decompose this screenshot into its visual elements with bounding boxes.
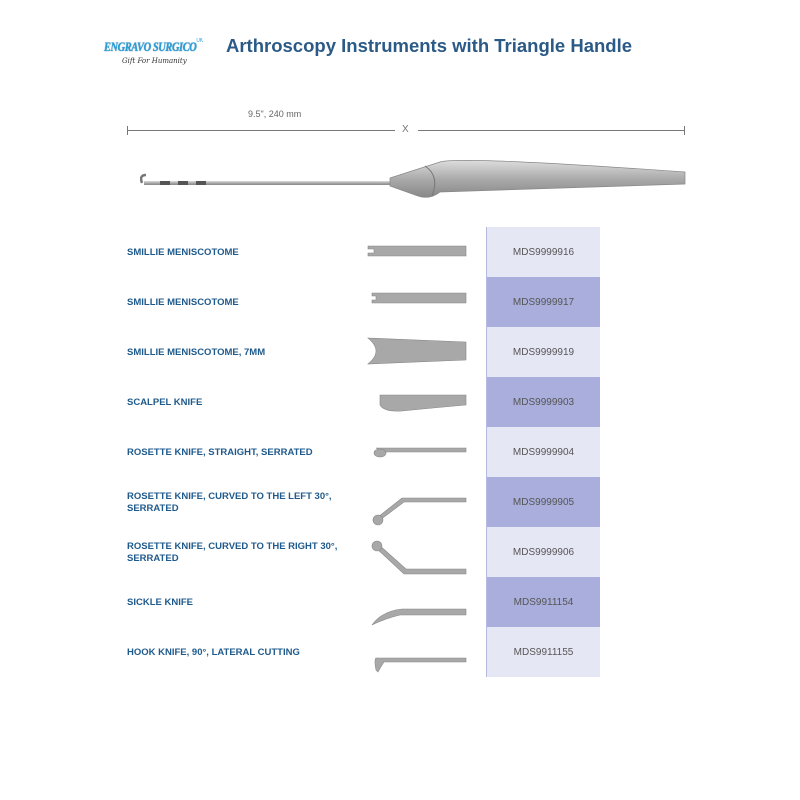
instrument-name: SICKLE KNIFE — [127, 597, 193, 608]
instrument-name: ROSETTE KNIFE, STRAIGHT, SERRATED — [127, 447, 313, 458]
product-code: MDS9911154 — [487, 577, 600, 627]
page-title: Arthroscopy Instruments with Triangle Handle — [226, 35, 633, 56]
dimension-tick-right — [684, 126, 685, 135]
scalpel-tip — [380, 395, 466, 411]
product-code: MDS9999903 — [487, 377, 600, 427]
product-code: MDS9999904 — [487, 427, 600, 477]
smillie-7mm-tip — [368, 338, 466, 364]
instrument-name: HOOK KNIFE, 90°, LATERAL CUTTING — [127, 647, 300, 658]
dimension-marker: X — [402, 124, 409, 135]
rosette-right-head — [372, 541, 382, 551]
product-code: MDS9999906 — [487, 527, 600, 577]
product-code: MDS9999919 — [487, 327, 600, 377]
instrument-name: SMILLIE MENISCOTOME, 7MM — [127, 347, 266, 358]
product-code: MDS9999905 — [487, 477, 600, 527]
rosette-left-shaft — [378, 498, 466, 520]
rosette-straight-head — [374, 449, 386, 457]
logo-tm: UK — [196, 38, 204, 44]
instrument-illustration — [140, 150, 690, 205]
instrument-name: ROSETTE KNIFE, CURVED TO THE LEFT 30°, SERRATED — [127, 491, 332, 514]
logo-name: ENGRAVO SURGICO — [104, 39, 197, 54]
dimension-label: 9.5", 240 mm — [248, 109, 302, 119]
instrument-name: ROSETTE KNIFE, CURVED TO THE RIGHT 30°, SERRATED — [127, 541, 338, 564]
product-code: MDS9999916 — [487, 227, 600, 277]
smillie-tip-2 — [372, 293, 466, 303]
instrument-name: SMILLIE MENISCOTOME — [127, 247, 239, 258]
hook-tip — [375, 658, 466, 672]
instrument-tips — [362, 240, 472, 680]
rosette-straight-shaft — [376, 448, 466, 452]
sickle-tip — [372, 609, 466, 625]
product-code: MDS9999917 — [487, 277, 600, 327]
dimension-line-right — [418, 130, 684, 131]
product-code: MDS9911155 — [487, 627, 600, 677]
dimension-line-left — [127, 130, 395, 131]
instrument-name: SMILLIE MENISCOTOME — [127, 297, 239, 308]
logo — [104, 38, 216, 65]
logo-tagline: Gift For Humanity — [122, 57, 187, 65]
product-code-column — [486, 227, 600, 677]
logo-line — [104, 38, 203, 56]
rosette-left-head — [373, 515, 383, 525]
smillie-tip-1 — [368, 246, 466, 256]
rosette-right-shaft — [376, 544, 466, 574]
instrument-name: SCALPEL KNIFE — [127, 397, 203, 408]
